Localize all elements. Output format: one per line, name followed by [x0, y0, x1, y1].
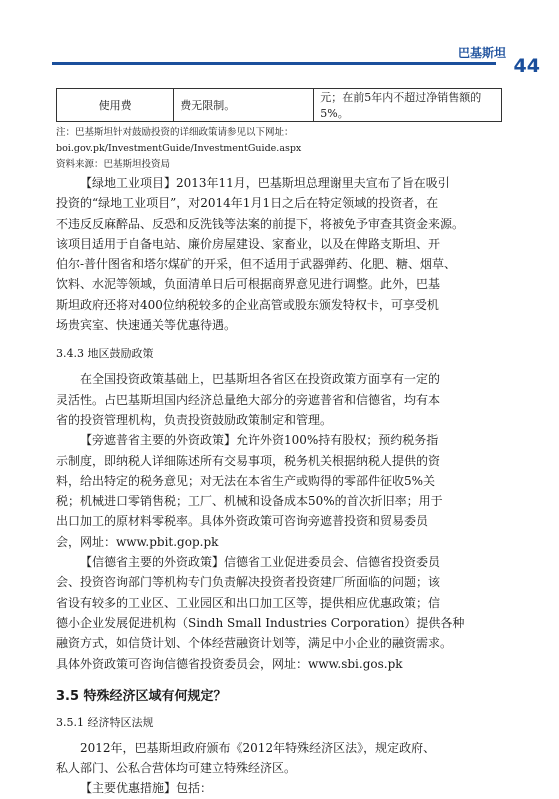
text-line: 【绿地工业项目】2013年11月，巴基斯坦总理谢里夫宣布了旨在吸引 — [80, 176, 450, 190]
text-line: 饮料、水泥等领域，负面清单日后可根据商界意见进行调整。此外，巴基 — [56, 277, 441, 292]
text-line: 【旁遮普省主要的外资政策】允许外资100%持有股权；预约税务指 — [80, 433, 439, 448]
fee-table — [56, 88, 502, 122]
section-heading: 3.5 特殊经济区域有何规定？ — [56, 688, 227, 704]
section-heading: 3.4.3 地区鼓励政策 — [56, 347, 154, 361]
measures-line: 【主要优惠措施】包括： — [80, 781, 213, 796]
punjab-policy-paragraph — [56, 430, 502, 552]
source-note: 资料来源：巴基斯坦投资局 — [56, 159, 171, 170]
text-line: 德小企业发展促进机构（Sindh Small Industries Corporation）提供各种 — [56, 615, 465, 630]
policy-url: boi.gov.pk/InvestmentGuide/InvestmentGuide.aspx — [56, 143, 302, 154]
text-line: 【信德省主要的外资政策】信德省工业促进委员会、信德省投资委员 — [80, 555, 441, 570]
text-line: 会，网址：www.pbit.gop.pk — [56, 534, 219, 549]
text-line: 灵活性。占巴基斯坦国内经济总量绝大部分的旁遮普省和信德省，均有本 — [56, 392, 441, 407]
text-line: 私人部门、公私合营体均可建立特殊经济区。 — [56, 761, 297, 776]
text-line: 省设有较多的工业区、工业园区和出口加工区等，提供相应优惠政策；信 — [56, 595, 441, 610]
table-cell: 元；在前5年内不超过净销售额的5%。 — [314, 89, 502, 122]
header-rule — [52, 62, 496, 65]
text-line: 税；机械进口零销售税；工厂、机械和设备成本50%的首次折旧率；用于 — [56, 494, 443, 509]
text-line: 省的投资管理机构，负责投资鼓励政策制定和管理。 — [56, 412, 333, 427]
header-country: 巴基斯坦 — [457, 46, 506, 60]
text-line: 该项目适用于自备电站、廉价房屋建设、家畜业，以及在俾路支斯坦、开 — [56, 236, 441, 251]
text-line: 具体外资政策可咨询信德省投资委员会，网址：www.sbi.gos.pk — [56, 656, 403, 671]
text-line: 场贵宾室、快速通关等优惠待遇。 — [56, 318, 237, 333]
table-row — [57, 89, 502, 122]
text-line: 斯坦政府还将对400位纳税较多的企业高管或股东颁发特权卡，可享受机 — [56, 297, 439, 312]
sindh-policy-paragraph — [56, 552, 502, 674]
regional-intro-paragraph — [56, 369, 502, 430]
text-line: 示制度，即纳税人详细陈述所有交易事项，税务机关根据纳税人提供的资 — [56, 453, 441, 468]
text-line: 在全国投资政策基础上，巴基斯坦各省区在投资政策方面享有一定的 — [80, 372, 441, 387]
text-line: 投资的“绿地工业项目”，对2014年1月1日之后在特定领域的投资者，在 — [56, 196, 439, 211]
text-line: 2012年，巴基斯坦政府颁布《2012年特殊经济区法》，规定政府、 — [80, 740, 436, 755]
green-project-paragraph — [56, 173, 502, 335]
text-line: 伯尔-普什图省和塔尔煤矿的开采，但不适用于武器弹药、化肥、糖、烟草、 — [56, 257, 457, 272]
text-line: 料，给出特定的税务意见；对无法在本省生产或购得的零部件征收5%关 — [56, 473, 436, 488]
page-number: 44 — [513, 55, 540, 77]
subsection-heading: 3.5.1 经济特区法规 — [56, 715, 154, 729]
policy-note: 注：巴基斯坦针对鼓励投资的详细政策请参见以下网址： — [56, 127, 294, 138]
text-line: 融资方式，如信贷计划、个体经营融资计划等，满足中小企业的融资需求。 — [56, 636, 453, 651]
text-line: 出口加工的原材料零税率。具体外资政策可咨询旁遮普投资和贸易委员 — [56, 514, 429, 529]
page-content — [56, 88, 502, 799]
sez-law-paragraph — [56, 738, 502, 779]
table-cell: 费无限制。 — [174, 89, 314, 122]
table-cell: 使用费 — [57, 89, 174, 122]
text-line: 不违反反麻醉品、反恐和反洗钱等法案的前提下，将被免予审查其资金来源。 — [56, 216, 465, 231]
text-line: 会、投资咨询部门等机构专门负责解决投资者投资建厂所面临的问题；该 — [56, 575, 441, 590]
